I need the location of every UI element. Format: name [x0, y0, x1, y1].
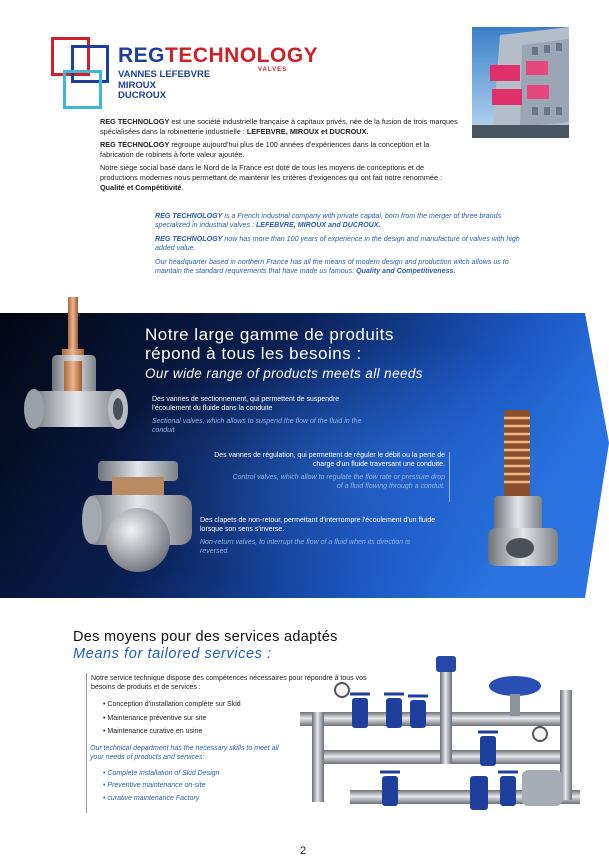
- services-intro-en: Our technical department has the necessary skills to meet all your needs of products and services:: [90, 745, 279, 762]
- intro-fr-paragraph-1: REG TECHNOLOGY est une société industrielle française à capitaux privés, née de la fusion de trois marques spécialisées dans la robinetterie industrielle : LEFEBVRE, MIROUX et DUCROUX.: [100, 117, 458, 136]
- intro-en-paragraph-2: REG TECHNOLOGY now has more than 100 years of experience in the design and manufacture of valves with high added value.: [155, 234, 520, 253]
- intro-french: [100, 117, 458, 196]
- services-list-en: [103, 768, 219, 805]
- non-return-valve-text: [200, 516, 450, 556]
- sectional-valve-fr: Des vannes de sectionnement, qui permettent de suspendre l'écoulement du fluide dans la conduite: [152, 396, 340, 413]
- services-title-en: Means for tailored services :: [73, 646, 272, 662]
- brand-miroux: MIROUX: [118, 79, 156, 91]
- non-return-valve-en: Non-return valves, to interrupt the flow of a fluid when its direction is reversed.: [200, 538, 411, 555]
- range-title-fr: [145, 325, 394, 363]
- sectional-valve-text: [152, 395, 377, 435]
- list-item: • Preventive maintenance on-site: [103, 782, 206, 790]
- skid-installation-illustration: [290, 650, 595, 830]
- brand-subtitle: VALVES: [258, 67, 288, 73]
- intro-en-paragraph-3: Our headquarter based in northern France has all the means of modern design and production witch allows us to maintain the standard requirements that have made us famous: Quality and Competitiveness.: [155, 257, 509, 276]
- range-title-fr-line-1: Notre large gamme de produits: [145, 325, 394, 344]
- services-divider: [86, 673, 87, 813]
- services-title-fr: Des moyens pour des services adaptés: [73, 629, 338, 645]
- page-number: 2: [300, 845, 307, 857]
- control-valve-fr: Des vannes de régulation, qui permettent de réguler le débit ou la perte de charge d'un fluide traversant une conduite.: [214, 452, 445, 469]
- brand-name: REGTECHNOLOGY: [118, 44, 319, 67]
- brand-list: [118, 70, 210, 102]
- control-valve-divider: [449, 452, 450, 502]
- sectional-valve-en: Sectional valves, which allows to suspend the flow of the fluid in the conduit: [152, 417, 362, 434]
- logo-square-cyan: [63, 70, 102, 109]
- sectional-valve-illustration: [22, 295, 132, 440]
- range-title-en: Our wide range of products meets all needs: [145, 366, 423, 381]
- list-item: • Complete installation of Skid Design: [103, 770, 220, 777]
- intro-fr-paragraph-2: REG TECHNOLOGY regroupe aujourd'hui plus de 100 années d'expériences dans la conception et la fabrication de robinets à forte valeur ajoutée.: [100, 140, 430, 159]
- brand-ducroux: DUCROUX: [118, 90, 167, 101]
- building-photo: [472, 27, 569, 138]
- services-list-fr: [103, 698, 241, 739]
- range-title-fr-line-2: répond à tous les besoins :: [145, 344, 362, 363]
- control-valve-illustration: [480, 410, 565, 570]
- brand-lefebvre: VANNES LEFEBVRE: [118, 69, 211, 80]
- non-return-valve-illustration: [80, 455, 195, 580]
- list-item: • curative maintenance Factory: [103, 794, 200, 802]
- list-item: • Maintenance préventive sur site: [103, 714, 207, 722]
- services-intro-fr: Notre service technique dispose des compétences nécessaires pour répondre à tous vos besoins de produits et de services :: [91, 675, 367, 692]
- non-return-valve-fr: Des clapets de non-retour, permettant d'interrompre l'écoulement d'un fluide lorsque son sens s'inverse.: [200, 517, 436, 534]
- intro-english: [155, 212, 530, 280]
- control-valve-text: [205, 451, 445, 491]
- control-valve-en: Control valves, which allow to regulate the flow rate or pressure drop of a fluid flowing through a conduit.: [232, 473, 445, 490]
- intro-fr-paragraph-3: Notre siège social basé dans le Nord de la France est doté de tous les moyens de conceptions et de productions modernes nous permettant de maintenir les critères d'exigences qui ont fait notre renommée : Qualité et Compétitivité.: [100, 163, 443, 192]
- intro-en-paragraph-1: REG TECHNOLOGY is a French industrial company with private capital, born from the merger of three brands specialized in industrial valves : LEFEBVRE, MIROUX and DUCROUX.: [155, 212, 502, 230]
- list-item: • Maintenance curative en usine: [103, 728, 203, 736]
- list-item: • Conception d'installation complète sur Skid: [103, 701, 241, 708]
